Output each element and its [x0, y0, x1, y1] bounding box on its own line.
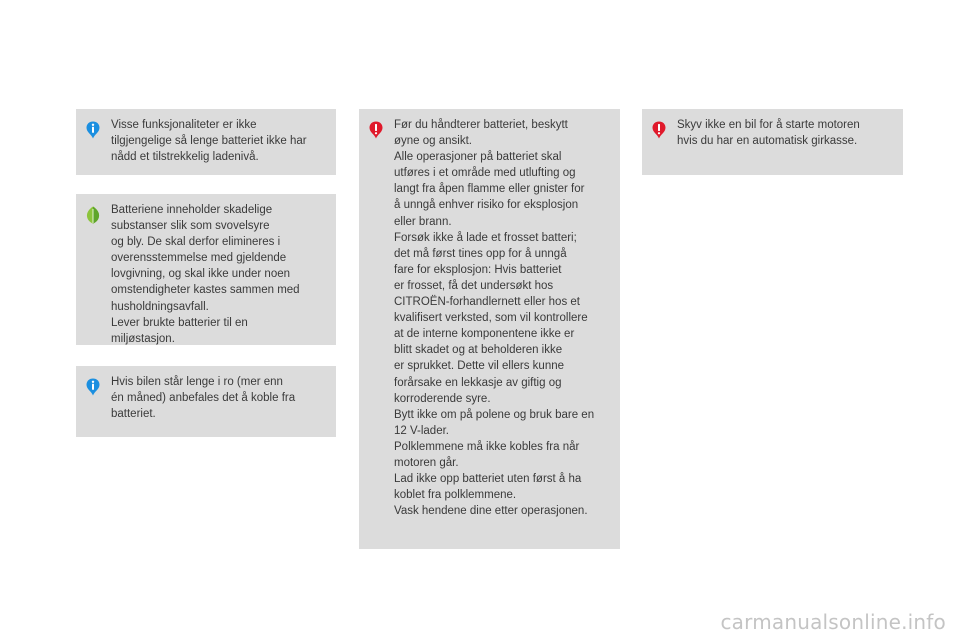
warning-icon: [652, 121, 666, 139]
text-line: 12 V-lader.: [394, 424, 449, 437]
text-line: CITROËN-forhandlernett eller hos et: [394, 296, 580, 309]
text-line: Forsøk ikke å lade et frosset batteri;: [394, 231, 577, 244]
text-line: Batteriene inneholder skadelige: [111, 204, 273, 216]
text-line: forårsake en lekkasje av giftig og: [394, 376, 562, 389]
warning-box-push-start: [642, 109, 903, 175]
info-text: [111, 117, 326, 165]
eco-box-battery-disposal: [76, 194, 336, 345]
text-line: koblet fra polklemmene.: [394, 489, 517, 502]
watermark: carmanualsonline.info: [720, 610, 946, 634]
text-line: å unngå enhver risiko for eksplosjon: [394, 199, 579, 212]
text-line: husholdningsavfall.: [111, 300, 209, 313]
warning-box-battery-handling: [359, 109, 620, 549]
text-line: det må først tines opp for å unngå: [394, 247, 567, 260]
text-line: nådd et tilstrekkelig ladenivå.: [111, 151, 259, 164]
text-line: tilgjengelige så lenge batteriet ikke har: [111, 135, 307, 148]
text-line: eller brann.: [394, 215, 452, 228]
text-line: Lad ikke opp batteriet uten først å ha: [394, 473, 582, 486]
text-line: substanser slik som svovelsyre: [111, 220, 270, 233]
text-line: hvis du har en automatisk girkasse.: [677, 135, 858, 148]
text-line: Alle operasjoner på batteriet skal: [394, 151, 562, 164]
text-line: blitt skadet og at beholderen ikke: [394, 344, 563, 357]
text-line: Visse funksjonaliteter er ikke: [111, 119, 257, 131]
text-line: omstendigheter kastes sammen med: [111, 284, 300, 297]
info-box-battery-charge: [76, 109, 336, 175]
text-line: og bly. De skal derfor elimineres i: [111, 236, 281, 249]
text-line: fare for eksplosjon: Hvis batteriet: [394, 263, 562, 276]
info-icon: [86, 378, 100, 396]
text-line: lovgivning, og skal ikke under noen: [111, 268, 291, 281]
text-line: motoren går.: [394, 456, 459, 469]
text-line: batteriet.: [111, 408, 156, 421]
text-line: én måned) anbefales det å koble fra: [111, 392, 296, 405]
text-line: er sprukket. Dette vil ellers kunne: [394, 360, 565, 373]
text-line: utføres i et område med utlufting og: [394, 167, 576, 180]
warning-text: [394, 117, 610, 519]
text-line: Bytt ikke om på polene og bruk bare en: [394, 408, 595, 421]
text-line: øyne og ansikt.: [394, 135, 472, 148]
info-box-disconnect-battery: [76, 366, 336, 437]
text-line: langt fra åpen flamme eller gnister for: [394, 183, 585, 196]
warning-icon: [369, 121, 383, 139]
info-icon: [86, 121, 100, 139]
text-line: at de interne komponentene ikke er: [394, 328, 575, 341]
text-line: miljøstasjon.: [111, 332, 175, 345]
text-line: Før du håndterer batteriet, beskytt: [394, 119, 568, 131]
warning-text: [677, 117, 893, 149]
text-line: kvalifisert verksted, som vil kontrollere: [394, 312, 588, 325]
text-line: overensstemmelse med gjeldende: [111, 252, 287, 265]
text-line: Lever brukte batterier til en: [111, 316, 248, 329]
text-line: Hvis bilen står lenge i ro (mer enn: [111, 376, 283, 388]
eco-text: [111, 202, 326, 347]
text-line: er frosset, få det undersøkt hos: [394, 279, 554, 292]
text-line: Skyv ikke en bil for å starte motoren: [677, 119, 860, 131]
eco-leaf-icon: [86, 206, 100, 224]
text-line: Vask hendene dine etter operasjonen.: [394, 505, 588, 518]
text-line: korroderende syre.: [394, 392, 491, 405]
text-line: Polklemmene må ikke kobles fra når: [394, 440, 580, 453]
info-text: [111, 374, 326, 422]
